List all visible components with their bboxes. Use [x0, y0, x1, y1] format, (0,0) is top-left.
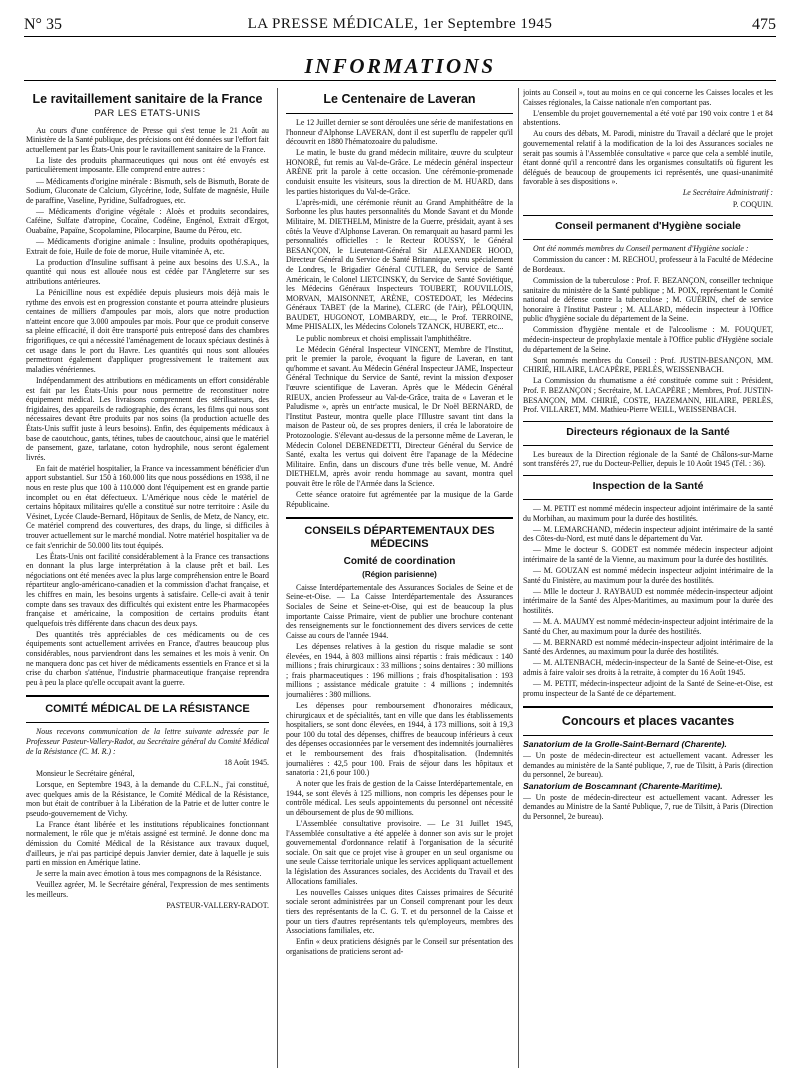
- paragraph: — M. GOUZAN est nommé médecin inspecteur adjoint intérimaire de la Santé du Finistère, au maximum pour la durée des hostilités.: [523, 565, 773, 585]
- letter-date: 18 Août 1945.: [224, 757, 269, 767]
- letter-intro: Nous recevons communication de la lettre suivante adressée par le Professeur Pasteur-Vallery-Radot, au Secrétaire général du Comité Médical de la Résistance (C. M. R.) :: [26, 727, 269, 756]
- paragraph: — Un poste de médecin-directeur est actuellement vacant. Adresser les demandes au Ministre de la Santé Publique, 7, rue de Tilsitt, à Paris (Direction du Personnel, 2e bureau).: [523, 792, 773, 821]
- sanatorium-name: Sanatorium de Boscamnant (Charente-Maritime).: [523, 780, 723, 791]
- section-rule: [523, 735, 773, 736]
- paragraph: La Pénicilline nous est expédiée depuis plusieurs mois déjà mais le rythme des envois est en progression constante et pourra atteindre plusieurs centaines de milliers d'ampoules par mois, alors que notre production n'atteint encore que 3.000 ampoules par mois. Pour que ce produit conserve sa pleine efficacité, il doit être transporté puis entreposé dans des chambres frigorifiques, ce qui a nécessité l'aménagement de locaux spéciaux destinés à cet usage dans le port du Havre. Les quantités qui nous sont allouées permettront également d'appliquer progressivement le traitement aux maladies vénériennes.: [26, 288, 269, 374]
- paragraph: Caisse Interdépartementale des Assurances Sociales de Seine et de Seine-et-Oise. — La Caisse Interdépartementale des Assurances Sociales de Seine et Seine-et-Oise, qui est de beaucoup la plus importante Caisse Primaire, vient de publier une brochure contenant des renseignements sur le fonctionnement des divers services de cette Caisse au cours de l'année 1944.: [286, 582, 513, 640]
- letter-salutation: Monsieur le Secrétaire général,: [36, 768, 135, 778]
- paragraph: Cette séance oratoire fut agrémentée par la musique de la Garde Républicaine.: [286, 490, 513, 509]
- issue-number: N° 35: [24, 16, 62, 33]
- signature-name: P. COQUIN.: [732, 199, 773, 209]
- paragraph: Au cours d'une conférence de Presse qui s'est tenue le 21 Août au Ministère de la Santé publique, des précisions ont été données sur l'effort fait actuellement par les États-Unis pour le ravitaillement sanitaire de la France.: [26, 125, 269, 154]
- paragraph: — M. BERNARD est nommé médecin-inspecteur adjoint intérimaire de la Santé des Ardennes, au maximum pour la durée des hostilités.: [523, 637, 773, 657]
- paragraph: Commission de la tuberculose : Prof. F. BEZANÇON, conseiller technique sanitaire du ministère de la Santé publique ; M. POIX, représentant le Comité national de défense contre la tuberculose ; M. GUÉRIN, chef de service honoraire à l'Institut Pasteur ; M. ALLARD, médecin inspecteur à l'Office public d'hygiène sociale du département de la Seine.: [523, 275, 773, 324]
- article-title-conseils: CONSEILS DÉPARTEMENTAUX DES MÉDECINS: [304, 525, 495, 551]
- paragraph: La France étant libérée et les institutions républicaines fonctionnant normalement, le rôle que je m'étais assigné est terminé. Je donne donc ma démission du Comité Médical de la Résistance aux travaux duquel, d'ailleurs, je n'ai pas participé depuis Janvier dernier, date à laquelle je suis parti en mission en Amérique latine.: [26, 819, 269, 868]
- paragraph: Enfin « deux praticiens désignés par le Conseil sur présentation des organisations de praticiens seront ad-: [286, 937, 513, 956]
- paragraph: Le Médecin Général Inspecteur VINCENT, Membre de l'Institut, prit le premier la parole, évoquant la figure de Laveran, en tant qu'homme et savant. Au Médecin Général Inspecteur JAME, Inspecteur Général Technique du Service de Santé, revint la mission d'exposer l'œuvre scientifique de Laveran. Après que le Médecin Général RIEUX, ancien Professeur au Val-de-Grâce, traita de « Laveran et le Paludisme », après un entr'acte musical, le Dr Noël BERNARD, de l'Institut Pasteur, montra quelle place l'Illustre savant tint dans la maison de Pasteur où, de ses propres deniers, il créa le laboratoire de Protozoologie. S'élevant au-dessus de la personne même de Laveran, le Médecin Colonel DEBENEDETTI, Directeur Général du Service de Santé, exalta les vertus qui doivent être l'apanage de la Médecine Militaire. Enfin, dans un discours d'une très belle venue, M. André DIETHELM, après avoir rendu hommage au savant, montra quel pouvait être le rôle de l'Armée dans la Science.: [286, 344, 513, 488]
- paragraph: Je serre la main avec émotion à tous mes compagnons de la Résistance.: [36, 869, 262, 879]
- paragraph: Sont nommés membres du Conseil : Prof. JUSTIN-BESANÇON, MM. CHIRIÉ, HILAIRE, LACAPÈRE, PERLÈS, WEISSENBACH.: [523, 355, 773, 375]
- section-rule: [26, 695, 269, 697]
- article-subtitle: PAR LES ETATS-UNIS: [94, 108, 201, 119]
- article-title-coordination: Comité de coordination: [343, 556, 456, 568]
- paragraph: L'après-midi, une cérémonie réunit au Grand Amphithéâtre de la Sorbonne les plus hautes personnalités du Monde Savant et du Monde Militaire, M. DIETHELM, Ministre de la Guerre, présidait, ayant à ses côtés la Veuve d'Alphonse Laveran. On remarquait au hasard parmi les personnalités officielles : le Recteur ROUSSY, le Général BESANÇON, le Lieutenant-Général Sir ALEXANDER HOOD, Directeur Général du Service de Santé Britannique, venu spécialement de Londres, le Brigadier Général CUTLER, du Service de Santé Américain, le Colonel LIETCINSKY, du Service de Santé Soviétique, les Médecins Généraux Inspecteurs TOUBERT, ROUVILLOIS, MORVAN, MAISONNET, ARÈNE, COSTEDOAT, les Médecins Généraux TABET (de la Marine), CLERC (de l'Air), PÉLOQUIN, BAUDET, HUGONOT, LOMBARDY, etc..., le Prof. TERROINE, Mme PHISALIX, les Médecins Colonels TZANCK, HUBERT, etc...: [286, 197, 513, 332]
- paragraph: Veuillez agréer, M. le Secrétaire général, l'expression de mes sentiments les meilleurs.: [26, 880, 269, 899]
- paragraph: — Médicaments d'origine végétale : Aloès et produits secondaires, Caféine, Sulfate d'atropine, Cocaïne, Codéine, Engénol, Extrait d'Ergot, Ouabaïne, Papaïne, Scopolamine, Pilocarpine, Baume du Pérou, etc.: [26, 206, 269, 236]
- masthead: LA PRESSE MÉDICALE, 1er Septembre 1945: [247, 16, 553, 32]
- paragraph: Indépendamment des attributions en médicaments un effort considérable est fait par les États-Unis pour nous permettre de reconstituer notre équipement médical. Les livraisons comprennent des stérilisateurs, des frigidaires, des appareils de radiographie, des écrans, les films qui nous sont nécessaires devant être produits par nos soins (la production actuelle des États-Unis suffit juste à leurs besoins). Enfin, des équipements médicaux à base de caoutchouc, gants, tétines, tubes de caoutchouc, ainsi que le matériel de pansement, gaze, tarlatane, coton hydrophile, nous seront également livrés.: [26, 375, 269, 462]
- column-divider-2: [518, 88, 519, 1068]
- section-title: INFORMATIONS: [304, 54, 496, 78]
- column-3: [523, 88, 773, 1073]
- article-title-ravitaillement: Le ravitaillement sanitaire de la France: [32, 92, 263, 106]
- paragraph: L'Assemblée consultative provisoire. — Le 31 Juillet 1945, l'Assemblée consultative a été appelée à donner son avis sur le projet gouvernemental d'ordonnance relatif à l'organisation de la sécurité sociale. On sait que ce projet vise à grouper en un seul organisme ou une seule Caisse territoriale unique les services appliquant actuellement la législation des Assurances sociales, des Accidents du Travail et des Allocations familiales.: [286, 819, 513, 886]
- paragraph: — M. ALTENBACH, médecin-inspecteur de la Santé de Seine-et-Oise, est admis à faire valoir ses droits à la retraite, à compter du 16 Août 1945.: [523, 658, 773, 677]
- paragraph: — Médicaments d'origine minérale : Bismuth, sels de Bismuth, Borate de Sodium, Gluconate de Calcium, Glycérine, Iode, Sulfate de magnésie, Huile de paraffine, Vaseline, Pyridine, Sulfadrogues, etc.: [26, 176, 269, 205]
- article-body: [26, 126, 269, 688]
- section-rule: [523, 475, 773, 476]
- article-title-comite: COMITÉ MÉDICAL DE LA RÉSISTANCE: [45, 703, 250, 716]
- running-header: [24, 12, 776, 37]
- section-rule: [523, 421, 773, 422]
- section-rule: [523, 239, 773, 240]
- column-divider-1: [277, 88, 278, 1068]
- paragraph: En fait de matériel hospitalier, la France va incessamment bénéficier d'un apport substantiel. Sur 150 à 160.000 lits que nous possédions en 1938, il ne nous en reste plus que 100 à 110.000 dont l'équipement est en grande partie incomplet ou en état défectueux. L'Amérique nous cède le matériel de certains hôpitaux militaires qu'elle a constitué sur notre territoire : Asile du Vésinet, Lycée Claude-Bernard, Hôpitaux de Senlis, de Metz, de Nancy, etc. Ce matériel comprend des couvertures, des draps, du linge, si difficiles à trouver actuellement sur le marché mondial. Notre matériel hospitalier va de ce fait s'enrichir de 50.000 lits tout équipés.: [26, 463, 269, 550]
- paragraph: Les dépenses pour remboursement d'honoraires médicaux, chirurgicaux et de spécialités, tant en ville que dans les établissements hospitaliers, se sont donc élevées, en 1944, à 173 millions, soit à 19,3 pour 100 du total des dépenses, chiffres de beaucoup inférieurs à ceux des dépenses occasionnées par le versement des indemnités journalières et le remboursement des frais d'hospitalisation. (Indemnités journalières : 42,5 pour 100. Frais de séjour dans les hôpitaux et sanatoria : 21,6 pour 100.): [286, 700, 513, 778]
- section-rule: [523, 445, 773, 446]
- paragraph: — Un poste de médecin-directeur est actuellement vacant. Adresser les demandes au ministère de la Santé publique, 7, rue de Tilsitt, à Paris (direction du personnel, 2e bureau).: [523, 751, 773, 780]
- paragraph: Des quantités très appréciables de ces médicaments ou de ces équipements sont actuellement arrivées en France, d'autres beaucoup plus considérables, nous parviendront dans les semaines et les mois à venir. On ne manquera donc pas cet hiver de médicaments essentiels en France et si la crise du charbon s'atténue, l'industrie pharmaceutique française reprendra peu à peu la place qu'elle occupait avant la guerre.: [26, 629, 269, 687]
- paragraph: L'ensemble du projet gouvernemental a été voté par 190 voix contre 1 et 84 abstentions.: [523, 108, 773, 128]
- section-rule: [523, 215, 773, 216]
- article-title-directeurs: Directeurs régionaux de la Santé: [566, 425, 730, 438]
- column-1: [26, 88, 269, 1073]
- paragraph: Le matin, le buste du grand médecin militaire, œuvre du sculpteur HONORÉ, fut remis au Val-de-Grâce. Le médecin général inspecteur ARÈNE prit la parole à cette occasion. Une cérémonie-promenade conduisit ensuite les visiteurs, sous la direction de M. HUARD, dans les parties historiques du Val-de-Grâce.: [286, 148, 513, 196]
- paragraph: La Commission du rhumatisme a été constituée comme suit : Président, Prof. F. BEZANÇON ; Secrétaire, M. LACAPÈRE ; Membres, Prof. JUSTIN-BESANÇON, MM. CHIRIÉ, COSTE, HAZEMANN, HILAIRE, PERLÈS, Prof. VILLARET, MM. Mathieu-Pierre WEILL, WEISSENBACH.: [523, 376, 773, 415]
- page-number: 475: [752, 16, 776, 33]
- article-title-laveran: Le Centenaire de Laveran: [323, 92, 476, 106]
- paragraph: Les États-Unis ont facilité considérablement à la France ces transactions en donnant la plus large interprétation à la clause prêt et bail. Les négociations ont été menées avec la plus large compréhension entre le Board répartiteur anglo-américano-canadien et la commission d'achat française, et les chiffres en main, les besoins urgents à satisfaire. Celle-ci avait à tenir compte dans ses travaux des difficultés qui existent entre les Pharmacopées française et américaine, la composition de certains produits étant quelquefois très différente dans chacun des deux pays.: [26, 551, 269, 628]
- paragraph: La production d'Insuline suffisant à peine aux besoins des U.S.A., la quantité qui nous est allouée nous est cédée par l'Angleterre sur ses attributions antérieures.: [26, 257, 269, 286]
- paragraph: joints au Conseil », tout au moins en ce qui concerne les Caisses locales et les Caisses régionales, la Caisse nationale n'en comportant pas.: [523, 88, 773, 107]
- section-rule: [26, 722, 269, 723]
- paragraph: — M. LEMARCHAND, médecin inspecteur adjoint intérimaire de la santé des Côtes-du-Nord, est muté dans le département du Var.: [523, 524, 773, 544]
- sanatorium-name: Sanatorium de la Grolle-Saint-Bernard (Charente).: [523, 739, 727, 750]
- paragraph: Ont été nommés membres du Conseil permanent d'Hygiène sociale :: [533, 244, 749, 254]
- article-title-concours: Concours et places vacantes: [561, 714, 735, 729]
- paragraph: Les dépenses relatives à la gestion du risque maladie se sont élevées, en 1944, à 803 millions ainsi répartis : frais médicaux : 140 millions ; frais chirurgicaux : 33 millions ; soins dentaires : 30 millions ; frais pharmaceutiques : 196 millions ; frais d'hospitalisation : 193 millions ; assistance médicale gratuite : 4 millions ; indemnités journalières : 380 millions.: [286, 641, 513, 699]
- article-title-inspection: Inspection de la Santé: [592, 479, 704, 492]
- title-rule: [24, 80, 776, 81]
- paragraph: Lorsque, en Septembre 1943, à la demande du C.F.L.N., j'ai constitué, avec quelques amis de la Résistance, le Comité Médical de la Résistance, mon but était de contribuer à la Libération de la Patrie et de lutter contre le pseudo-gouvernement de Vichy.: [26, 779, 269, 818]
- paragraph: — Mme le docteur S. GODET est nommée médecin inspecteur adjoint intérimaire de la santé de la Vienne, au maximum pour la durée des hostilités.: [523, 545, 773, 564]
- signature-role: Le Secrétaire Administratif :: [682, 188, 773, 198]
- section-rule: [523, 706, 773, 708]
- paragraph: A noter que les frais de gestion de la Caisse Interdépartementale, en 1944, se sont élevés à 125 millions, non compris les dépenses pour le contrôle médical. Les seuls appointements du personnel ont nécessité un déboursement de plus de 90 millions.: [286, 779, 513, 817]
- paragraph: — M. A. MAUMY est nommé médecin-inspecteur adjoint intérimaire de la Santé du Cher, au maximum pour la durée des hostilités.: [523, 616, 773, 636]
- paragraph: — M. PETIT est nommé médecin inspecteur adjoint intérimaire de la santé du Morbihan, au maximum pour la durée des hostilités.: [523, 503, 773, 523]
- article-subtitle-region: (Région parisienne): [362, 570, 437, 580]
- column-2: [286, 88, 513, 1073]
- paragraph: Le public nombreux et choisi emplissait l'amphithéâtre.: [296, 333, 472, 343]
- paragraph: — M. PETIT, médecin-inspecteur adjoint de la Santé de Seine-et-Oise, est promu inspecteur de la Santé de ce département.: [523, 679, 773, 698]
- article-title-hygiene: Conseil permanent d'Hygiène sociale: [555, 220, 741, 233]
- paragraph: La liste des produits pharmaceutiques qui nous ont été envoyés est particulièrement imposante. Elle comprend entre autres :: [26, 155, 269, 175]
- section-rule: [523, 499, 773, 500]
- paragraph: Les nouvelles Caisses uniques dites Caisses primaires de Sécurité sociale seront administrées par un Conseil comprenant pour les deux tiers des représentants de la C. G. T. et du personnel de la Caisse et pour un tiers d'autres représentants tels qu'employeurs, membres des Associations familiales, etc.: [286, 887, 513, 936]
- paragraph: Commission d'hygiène mentale et de l'alcoolisme : M. FOUQUET, médecin-inspecteur de prophylaxie mentale à l'Office public d'Hygiène sociale du département de la Seine.: [523, 325, 773, 354]
- section-rule: [286, 113, 513, 114]
- letter-signature: PASTEUR-VALLERY-RADOT.: [166, 901, 269, 911]
- section-rule: [286, 517, 513, 519]
- paragraph: Au cours des débats, M. Parodi, ministre du Travail a déclaré que le projet gouvernemental relatif à la modification de la loi des Assurances sociales ne serait pas soumis à l'Assemblée consultative « parce que cela a semblé inutile, étant donné qu'il a rencontré dans les organismes consultatifs où figurent les délégués de beaucoup de groupements ici représentés, une quasi-unanimité favorable à ses dispositions ».: [523, 129, 773, 187]
- paragraph: — Médicaments d'origine animale : Insuline, produits opothérapiques, Extrait de foie, Huile de foie de morue, Huile vitaminée A, etc.: [26, 237, 269, 256]
- paragraph: Les bureaux de la Direction régionale de la Santé de Châlons-sur-Marne sont transférés 27, rue du Docteur-Pellier, depuis le 10 Août 1945 (Tél. : 36).: [523, 449, 773, 469]
- paragraph: Commission du cancer : M. RECHOU, professeur à la Faculté de Médecine de Bordeaux.: [523, 255, 773, 274]
- paragraph: Le 12 Juillet dernier se sont déroulées une série de manifestations en l'honneur d'Alphonse LAVERAN, dont il est superflu de rappeler qu'il découvrit en 1880 l'hématozoaire du paludisme.: [286, 118, 513, 147]
- paragraph: — Mlle le docteur J. RAYBAUD est nommée médecin-inspecteur adjoint intérimaire de la Santé des Alpes-Maritimes, au maximum pour la durée des hostilités.: [523, 586, 773, 615]
